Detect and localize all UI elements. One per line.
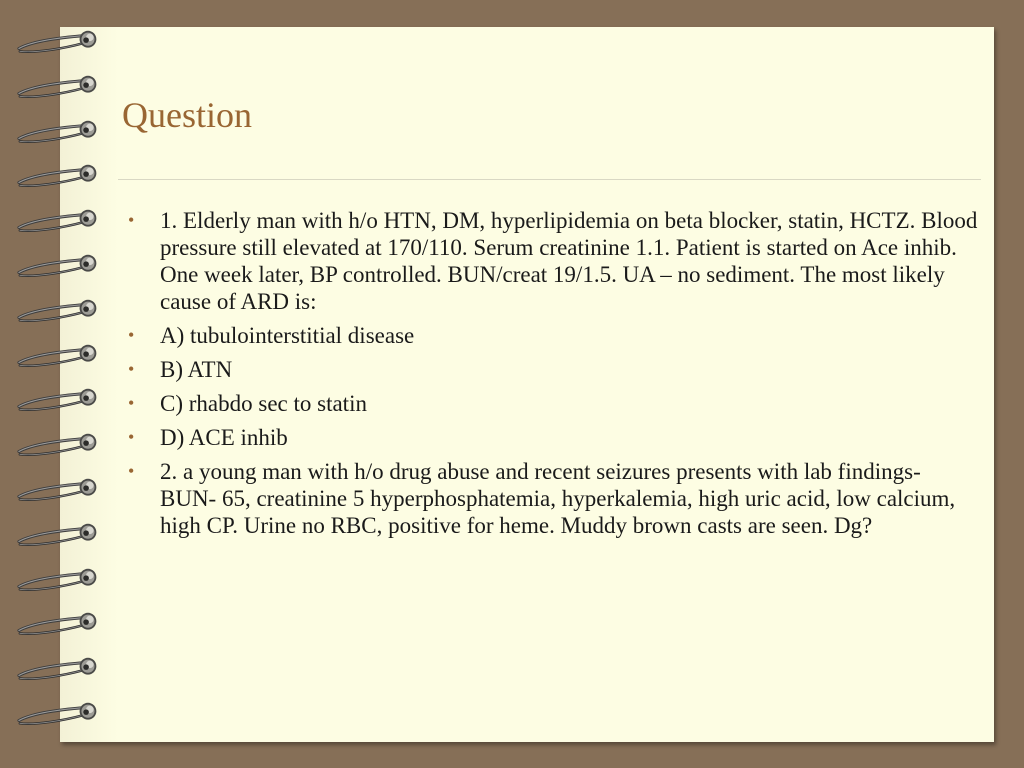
spiral-ring-icon xyxy=(12,207,107,235)
bullet-item xyxy=(128,322,980,349)
spiral-ring-icon xyxy=(12,655,107,683)
spiral-ring-icon xyxy=(12,162,107,190)
spiral-ring-icon xyxy=(12,521,107,549)
bullet-icon: • xyxy=(128,461,135,481)
title-divider xyxy=(118,179,981,180)
spiral-ring-icon xyxy=(12,297,107,325)
bullet-item xyxy=(128,424,980,451)
bullet-icon: • xyxy=(128,427,135,447)
bullet-text: 1. Elderly man with h/o HTN, DM, hyperlipidemia on beta blocker, statin, HCTZ. Blood pressure still elevated at 170/110. Serum creatinine 1.1. Patient is started on Ace inhib. One week later, BP controlled. BUN/creat 19/1.5. UA – no sediment. The most likely cause of ARD is: xyxy=(160,208,978,314)
spiral-ring-icon xyxy=(12,431,107,459)
bullet-text: A) tubulointerstitial disease xyxy=(160,323,415,348)
spiral-ring-icon xyxy=(12,118,107,146)
bullet-item xyxy=(128,356,980,383)
spiral-ring-icon xyxy=(12,73,107,101)
spiral-binding xyxy=(12,0,107,768)
spiral-ring-icon xyxy=(12,566,107,594)
bullet-item xyxy=(128,390,980,417)
spiral-ring-icon xyxy=(12,252,107,280)
spiral-ring-icon xyxy=(12,700,107,728)
bullet-item xyxy=(128,207,980,315)
bullet-list xyxy=(128,207,980,546)
spiral-ring-icon xyxy=(12,386,107,414)
spiral-ring-icon xyxy=(12,476,107,504)
bullet-text: 2. a young man with h/o drug abuse and recent seizures presents with lab findings- BUN- 65, creatinine 5 hyperphosphatemia, hyperkalemia, high uric acid, low calcium, high CP. Urine no RBC, positive for heme. Muddy brown casts are seen. Dg? xyxy=(160,459,956,538)
bullet-text: B) ATN xyxy=(160,357,233,382)
slide-title: Question xyxy=(122,95,252,135)
bullet-item xyxy=(128,458,980,539)
bullet-icon: • xyxy=(128,359,135,379)
bullet-icon: • xyxy=(128,393,135,413)
spiral-ring-icon xyxy=(12,610,107,638)
spiral-ring-icon xyxy=(12,28,107,56)
bullet-icon: • xyxy=(128,325,135,345)
bullet-text: C) rhabdo sec to statin xyxy=(160,391,367,416)
spiral-ring-icon xyxy=(12,342,107,370)
notebook-page xyxy=(60,27,994,742)
bullet-text: D) ACE inhib xyxy=(160,425,288,450)
bullet-icon: • xyxy=(128,210,135,230)
